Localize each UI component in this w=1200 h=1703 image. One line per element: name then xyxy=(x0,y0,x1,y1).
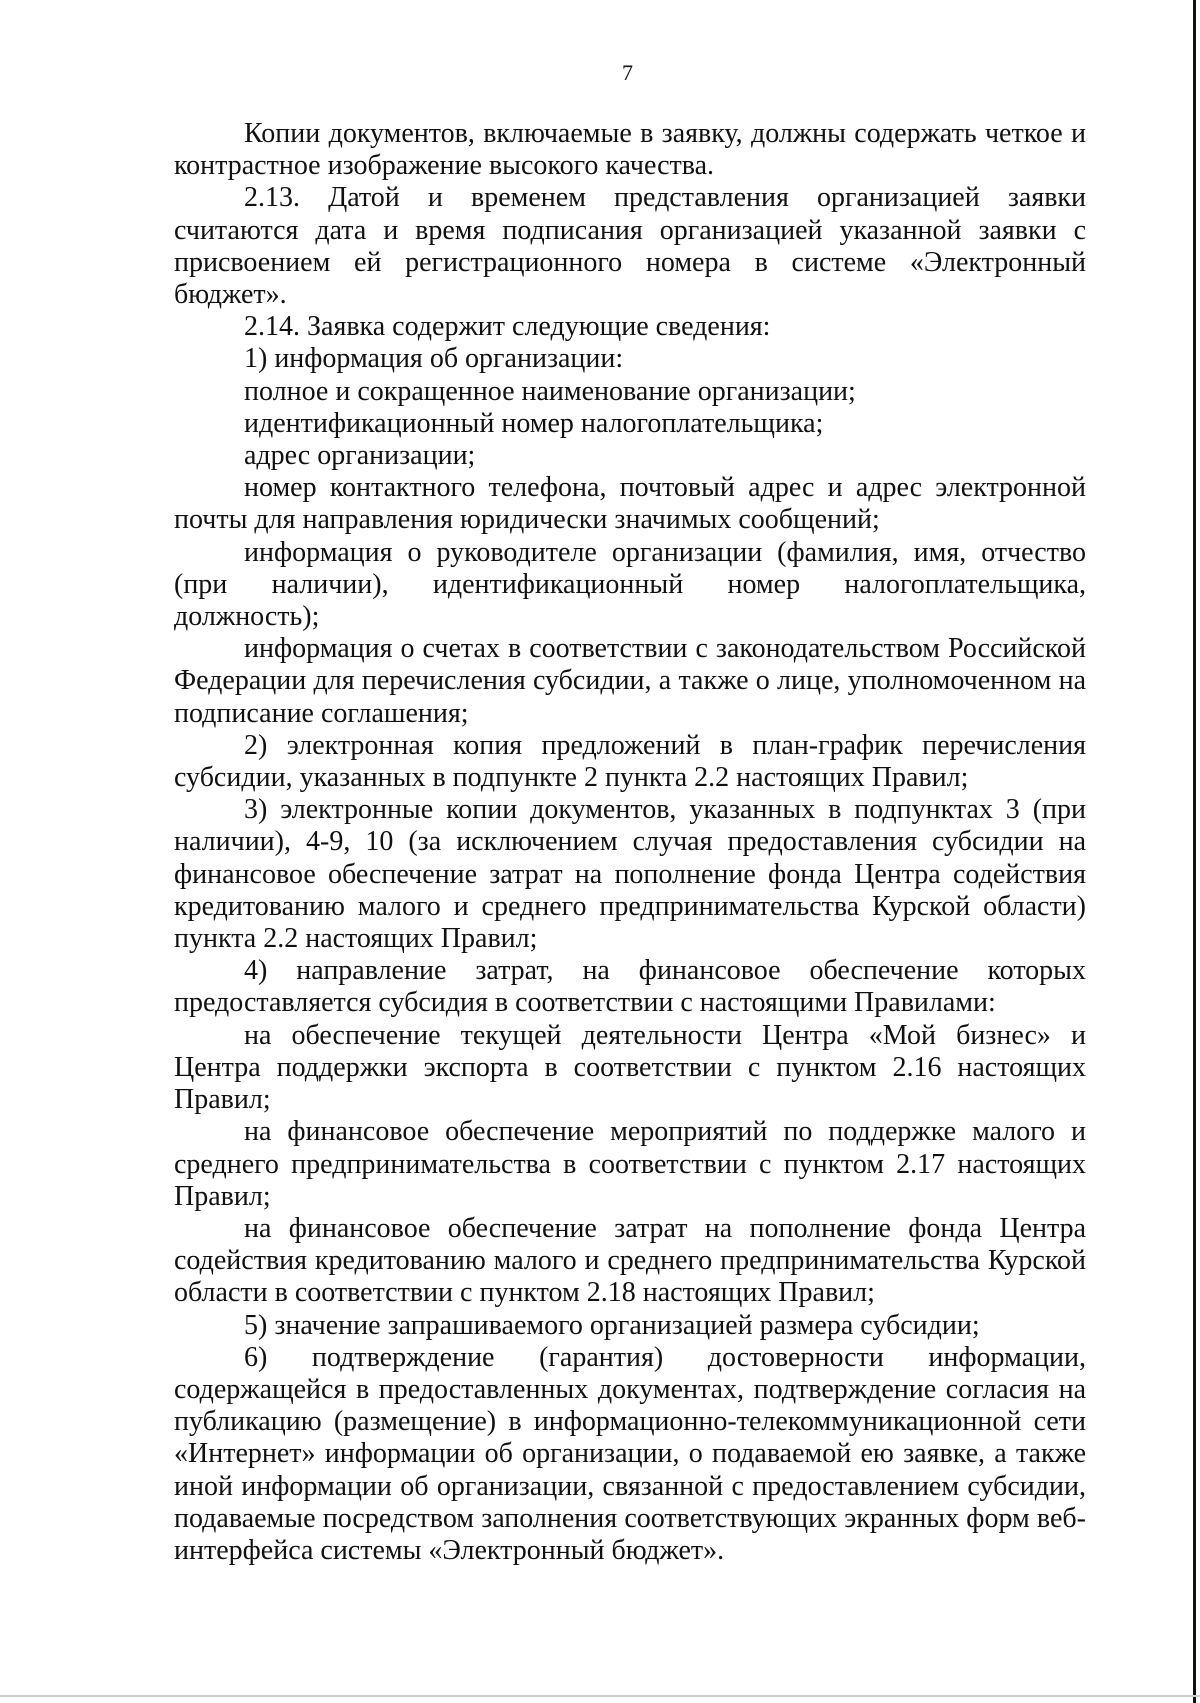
item-6-confirmation: 6) подтверждение (гарантия) достоверности информации, содержащейся в предоставленных документах, подтверждение согласия на публикацию (размещение) в информационно-телекоммуникационной сети «Интернет» информации об организации, о подаваемой ею заявке, а также иной информации об организации, связанной с предоставлением субсидии, подаваемые посредством заполнения соответствующих экранных форм веб-интерфейса системы «Электронный бюджет». xyxy=(174,1341,1086,1566)
scan-edge-right xyxy=(1193,0,1196,1703)
item-accounts: информация о счетах в соответствии с законодательством Российской Федерации для перечисления субсидии, а также о лице, уполномоченном на подписание соглашения; xyxy=(174,633,1086,729)
item-contacts: номер контактного телефона, почтовый адрес и адрес электронной почты для направления юридически значимых сообщений; xyxy=(174,472,1086,536)
item-2-plan-copy: 2) электронная копия предложений в план-график перечисления субсидии, указанных в подпункте 2 пункта 2.2 настоящих Правил; xyxy=(174,729,1086,794)
item-support-measures: на финансовое обеспечение мероприятий по поддержке малого и среднего предпринимательства в соответствии с пунктом 2.17 настоящих Правил; xyxy=(174,1116,1086,1212)
item-inn: идентификационный номер налогоплательщика; xyxy=(244,407,824,439)
item-5-subsidy-amount: 5) значение запрашиваемого организацией размера субсидии; xyxy=(244,1309,980,1341)
item-head-info: информация о руководителе организации (фамилия, имя, отчество (при наличии), идентификационный номер налогоплательщика, должность); xyxy=(174,536,1086,633)
item-address: адрес организации; xyxy=(244,440,476,472)
page-number: 7 xyxy=(622,60,633,85)
item-current-activity: на обеспечение текущей деятельности Центра «Мой бизнес» и Центра поддержки экспорта в соответствии с пунктом 2.16 настоящих Правил; xyxy=(174,1019,1086,1116)
item-fund-replenishment: на финансовое обеспечение затрат на пополнение фонда Центра содействия кредитованию малого и среднего предпринимательства Курской области в соответствии с пунктом 2.18 настоящих Правил; xyxy=(174,1212,1086,1309)
item-1-org-info: 1) информация об организации: xyxy=(244,343,624,375)
paragraph-2-14: 2.14. Заявка содержит следующие сведения: xyxy=(244,311,771,343)
scan-edge-bottom xyxy=(0,1695,1200,1697)
paragraph-copies-quality: Копии документов, включаемые в заявку, должны содержать четкое и контрастное изображение высокого качества. xyxy=(174,118,1086,182)
paragraph-2-13: 2.13. Датой и временем представления организацией заявки считаются дата и время подписания организацией указанной заявки с присвоением ей регистрационного номера в системе «Электронный бюджет». xyxy=(174,182,1086,311)
item-4-cost-direction: 4) направление затрат, на финансовое обеспечение которых предоставляется субсидия в соответствии с настоящими Правилами: xyxy=(174,955,1086,1019)
item-3-doc-copies: 3) электронные копии документов, указанных в подпунктах 3 (при наличии), 4-9, 10 (за исключением случая предоставления субсидии на финансовое обеспечение затрат на пополнение фонда Центра содействия кредитованию малого и среднего предпринимательства Курской области) пункта 2.2 настоящих Правил; xyxy=(174,794,1086,955)
item-org-name: полное и сокращенное наименование организации; xyxy=(244,375,856,407)
document-body xyxy=(174,118,1086,1567)
